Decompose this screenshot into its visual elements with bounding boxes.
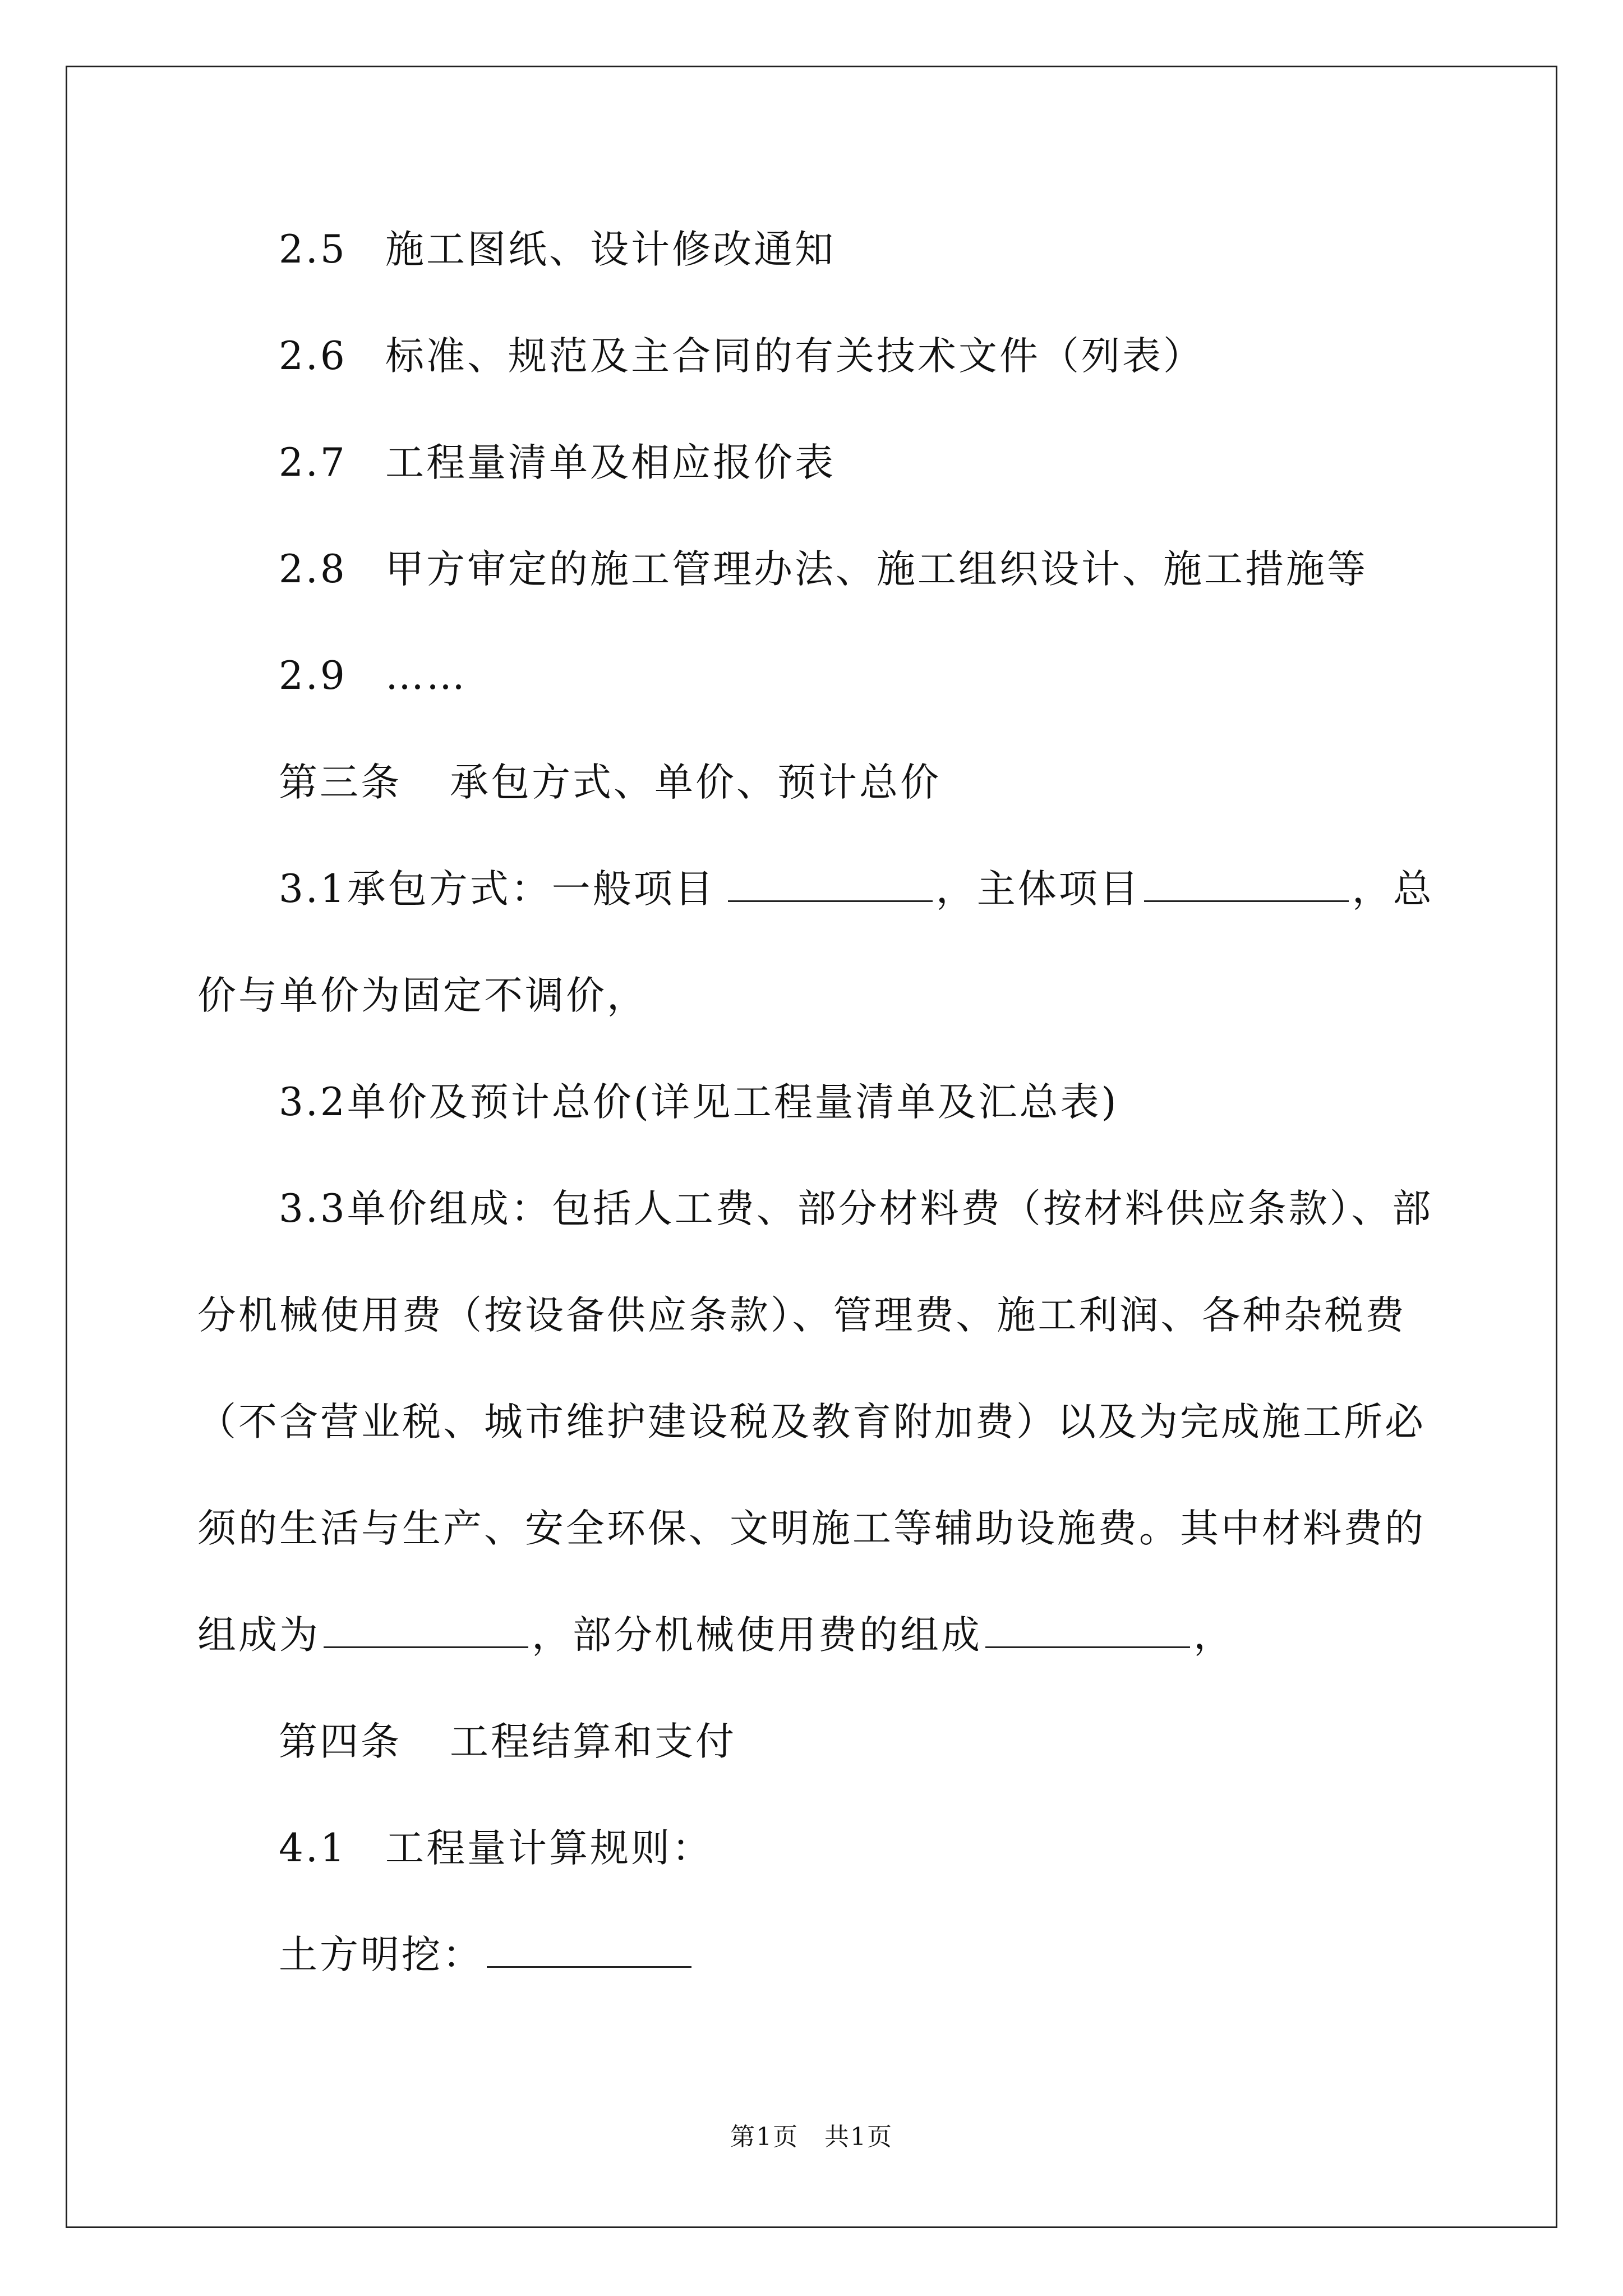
clause-3-2: 3.2单价及预计总价(详见工程量清单及汇总表) [279,1080,1119,1125]
clause-text: 工程量计算规则： [385,1826,713,1871]
clause-3-1-text [279,864,1352,914]
clause-3-3-line1: 3.3单价组成：包括人工费、部分材料费（按材料供应条款）、部 [279,1186,1433,1231]
clause-3-1-line2: 价与单价为固定不调价， [197,973,648,1018]
blank-general-project [728,866,933,902]
clause-number: 2.6 [279,334,347,379]
article-3-heading [279,757,941,808]
clause-3-1-mid: ，主体项目 [935,867,1141,912]
clause-text: 施工图纸、设计修改通知 [385,227,836,272]
earthwork-line [279,1930,695,1980]
clause-number: 2.8 [279,547,347,592]
clause-number: 2.5 [279,227,347,272]
clause-3-3-material-label: 组成为 [197,1613,320,1658]
blank-material-fee [324,1612,528,1648]
clause-3-3-machine-label: ，部分机械使用费的组成 [532,1613,982,1658]
clause-number: 2.9 [279,654,347,698]
clause-4-1 [279,1823,713,1874]
clause-2-8 [279,544,1368,595]
clause-2-9 [279,651,467,701]
clause-number: 2.7 [279,440,347,485]
article-4-heading [279,1717,736,1767]
article-title: 承包方式、单价、预计总价 [450,760,941,805]
clause-number: 4.1 [279,1826,347,1871]
clause-2-6 [279,331,1204,381]
clause-text: 工程量清单及相应报价表 [385,440,836,485]
page-border [66,66,1557,2228]
clause-3-3-comma: ， [1193,1613,1234,1658]
page-footer: 第1页 共1页 [730,2123,893,2151]
clause-text: 甲方审定的施工管理办法、施工组织设计、施工措施等 [385,547,1368,592]
earthwork-label: 土方明挖： [279,1932,483,1977]
article-number: 第四条 [279,1719,402,1764]
clause-3-1-line1 [279,864,1434,914]
clause-3-1-tail: ，总 [1352,867,1434,912]
clause-3-3-line2: 分机械使用费（按设备供应条款）、管理费、施工利润、各种杂税费 [197,1293,1407,1338]
clause-3-3-line5 [197,1610,1234,1660]
article-number: 第三条 [279,760,402,805]
article-title: 工程结算和支付 [450,1719,736,1764]
clause-text: …… [385,654,467,698]
clause-2-7 [279,438,836,488]
clause-text: 标准、规范及主合同的有关技术文件（列表） [385,334,1204,379]
clause-3-3-line3: （不含营业税、城市维护建设税及教育附加费）以及为完成施工所必 [197,1400,1426,1444]
blank-machine-fee [985,1612,1190,1648]
clause-2-5 [279,224,836,275]
blank-earthwork [487,1931,691,1968]
blank-main-project [1144,866,1349,902]
clause-3-3-line4: 须的生活与生产、安全环保、文明施工等辅助设施费。其中材料费的 [197,1506,1426,1551]
clause-3-1-lead: 3.1承包方式：一般项目 [279,867,716,912]
